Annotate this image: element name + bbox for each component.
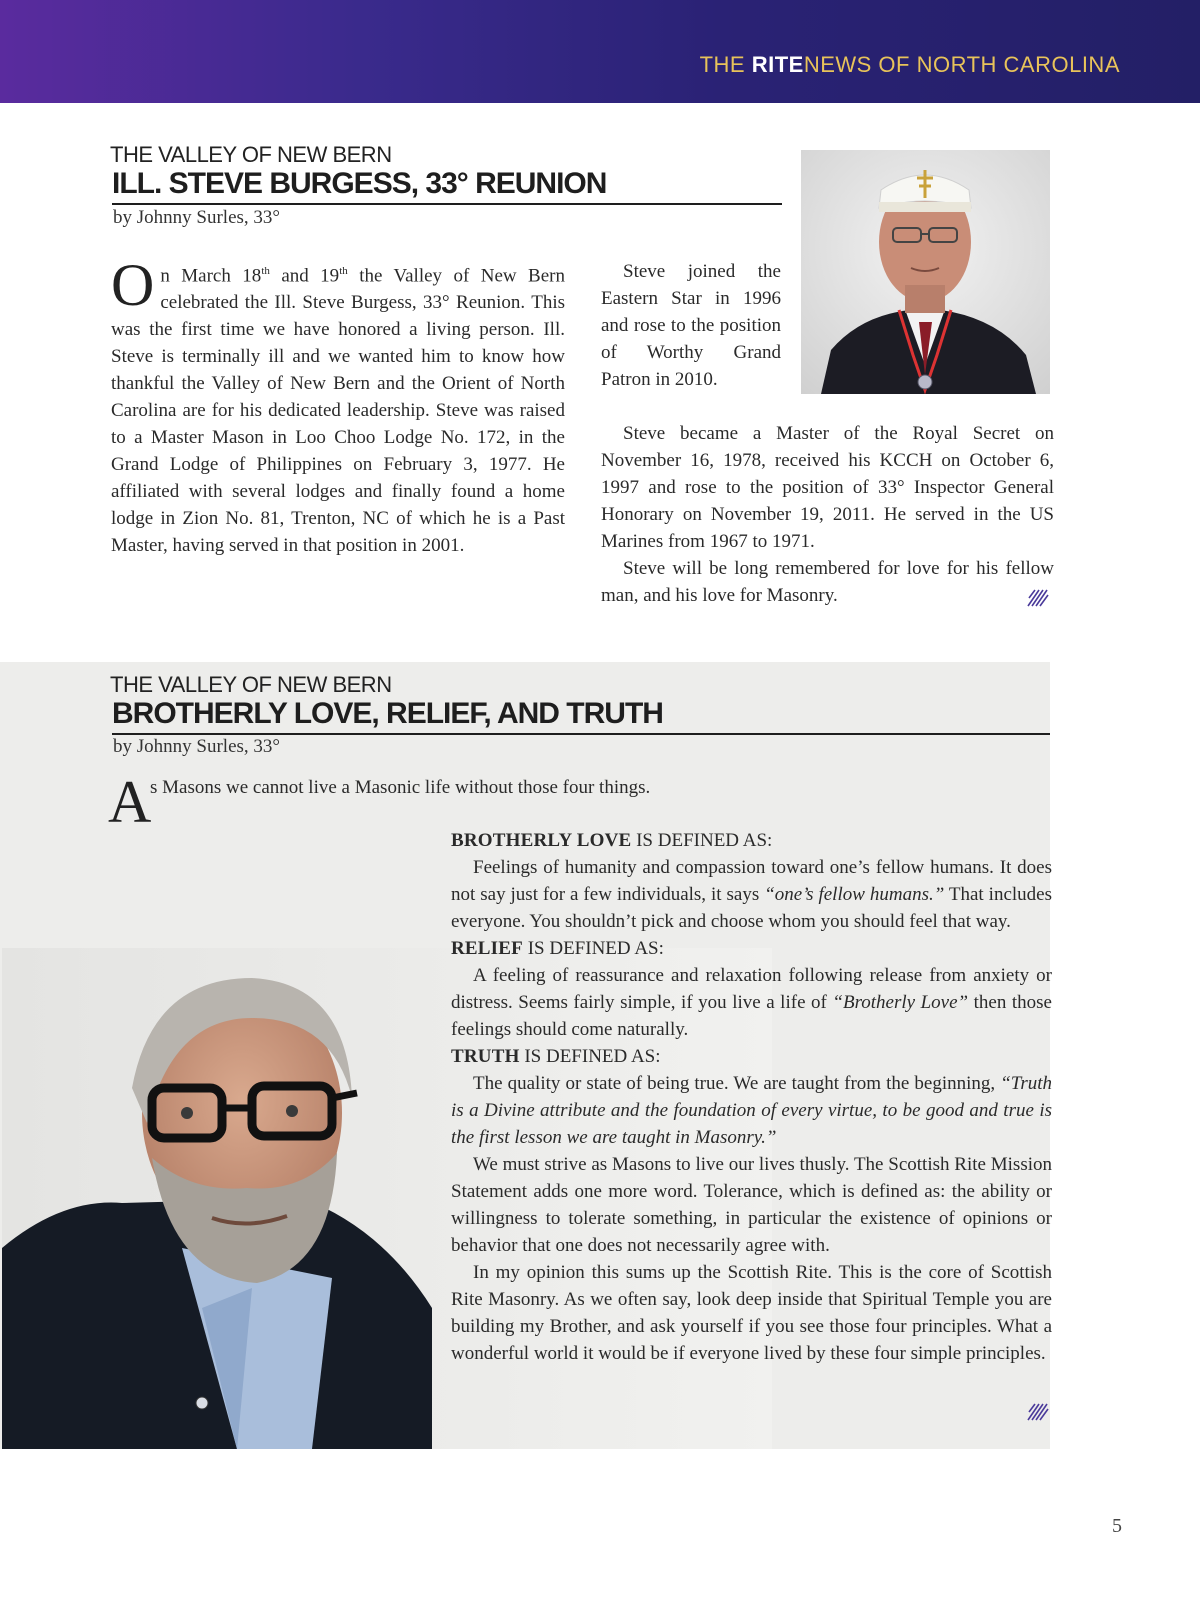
closing-paragraph: In my opinion this sums up the Scottish Rite. This is the core of Scottish Rite Masonry. As we often say, look deep inside that Spiritual Temple you are building my Brother, and ask yourself if you see those four principles. What a wonderful world it would be if everyone lived by these four simple principles. — [451, 1262, 1052, 1364]
article2-intro: s Masons we cannot live a Masonic life without those four things. — [150, 777, 651, 798]
end-of-article-icon — [1027, 589, 1049, 607]
article2-body — [451, 827, 1052, 1367]
article1-paragraph-4: Steve will be long remembered for love for his fellow man, and his love for Masonry. — [601, 558, 1054, 606]
page-number: 5 — [1112, 1515, 1122, 1537]
article1-byline: by Johnny Surles, 33° — [113, 207, 280, 228]
brotherly-love-paragraph: Feelings of humanity and compassion toward one’s fellow humans. It does not say just for a few individuals, it says “one’s fellow humans.” That includes everyone. You shouldn’t pick and choose whom you should feel that way. — [451, 857, 1052, 932]
truth-heading: TRUTH IS DEFINED AS: — [451, 1046, 661, 1067]
relief-heading: RELIEF IS DEFINED AS: — [451, 938, 664, 959]
end-of-article-icon — [1027, 1403, 1049, 1421]
article2-kicker: THE VALLEY OF NEW BERN — [110, 672, 392, 697]
article1-paragraph-2: Steve joined the Eastern Star in 1996 and rose to the position of Worthy Grand Patron in 2010. — [601, 261, 781, 390]
article1-paragraph-3: Steve became a Master of the Royal Secret on November 16, 1978, received his KCCH on October 6, 1997 and rose to the position of 33° Inspector General Honorary on November 19, 2011. He served in the US Marines from 1967 to 1971. — [601, 423, 1054, 552]
article1-rule — [112, 203, 782, 205]
steve-burgess-portrait — [801, 150, 1050, 394]
article1-kicker: THE VALLEY OF NEW BERN — [110, 142, 392, 167]
tolerance-paragraph: We must strive as Masons to live our lives thusly. The Scottish Rite Mission Statement adds one more word. Tolerance, which is defined as: the ability or willingness to tolerate something, in particular the existence of opinions or behavior that one does not necessarily agree with. — [451, 1154, 1052, 1256]
brotherly-love-heading: BROTHERLY LOVE IS DEFINED AS: — [451, 830, 773, 851]
truth-paragraph: The quality or state of being true. We are taught from the beginning, “Truth is a Divine attribute and the foundation of every virtue, to be good and true is the first lesson we are taught in Masonry.” — [451, 1073, 1052, 1148]
article2-headline: BROTHERLY LOVE, RELIEF, AND TRUTH — [112, 697, 663, 730]
masthead-banner — [0, 0, 1200, 103]
article1-paragraph-1: On March 18th and 19th the Valley of New Bern celebrated the Ill. Steve Burgess, 33° Reunion. This was the first time we have honored a living person. Ill. Steve is terminally ill and we wanted him to know how thankful the Valley of New Bern and the Orient of North Carolina are for his dedicated leadership. Steve was raised to a Master Mason in Loo Choo Lodge No. 172, in the Grand Lodge of Philippines on February 3, 1977. He affiliated with several lodges and finally found a home lodge in Zion No. 81, Trenton, NC of which he is a Past Master, having served in that position in 2001. — [111, 252, 565, 557]
publication-title: THE RITENEWS OF NORTH CAROLINA — [699, 52, 1120, 77]
relief-paragraph: A feeling of reassurance and relaxation following release from anxiety or distress. Seems fairly simple, if you live a life of “Brotherly Love” then those feelings should come naturally. — [451, 965, 1052, 1040]
article2-dropcap: A — [108, 769, 152, 835]
article2-byline: by Johnny Surles, 33° — [113, 736, 280, 757]
article1-dropcap: O — [111, 252, 155, 318]
article1-headline: ILL. STEVE BURGESS, 33° REUNION — [112, 167, 607, 200]
article2-rule — [112, 733, 1050, 735]
